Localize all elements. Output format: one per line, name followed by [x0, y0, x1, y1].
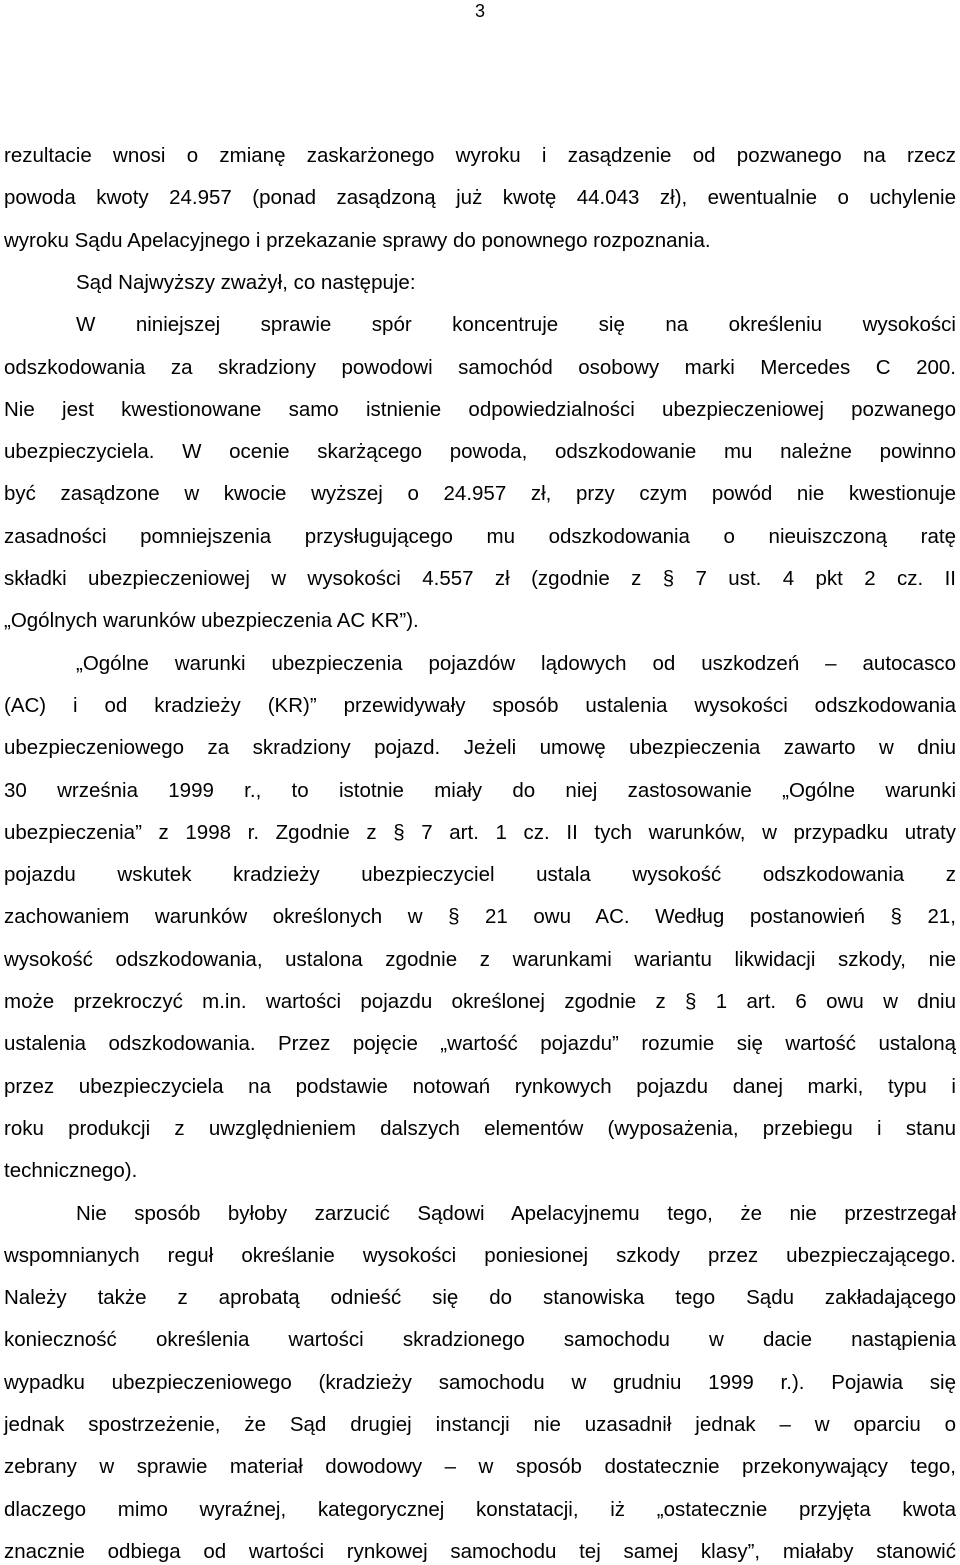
text-line: Nie sposób byłoby zarzucić Sądowi Apelacyjnemu tego, że nie przestrzegał — [76, 1201, 956, 1225]
text-line: może przekroczyć m.in. wartości pojazdu określonej zgodnie z § 1 art. 6 owu w dniu — [4, 990, 956, 1013]
page-number: 3 — [474, 1, 485, 21]
text-line: powoda kwoty 24.957 (ponad zasądzoną już kwotę 44.043 zł), ewentualnie o uchylenie — [4, 186, 956, 210]
text-line: Sąd Najwyższy zważył, co następuje: — [76, 270, 416, 294]
text-line: technicznego). — [4, 1159, 138, 1183]
text-line: W niniejszej sprawie spór koncentruje się na określeniu wysokości — [76, 313, 956, 337]
text-line: zebrany w sprawie materiał dowodowy – w sposób dostatecznie przekonywający tego, — [4, 1455, 956, 1479]
text-line: zasadności pomniejszenia przysługującego mu odszkodowania o nieuiszczoną ratę — [4, 524, 956, 548]
text-line: (AC) i od kradzieży (KR)” przewidywały sposób ustalenia wysokości odszkodowania — [4, 693, 956, 717]
text-line: wypadku ubezpieczeniowego (kradzieży samochodu w grudniu 1999 r.). Pojawia się — [4, 1370, 956, 1394]
text-line: przez ubezpieczyciela na podstawie notowań rynkowych pojazdu danej marki, typu i — [4, 1074, 956, 1098]
text-line: Nie jest kwestionowane samo istnienie odpowiedzialności ubezpieczeniowej pozwanego — [4, 397, 956, 421]
text-line: pojazdu wskutek kradzieży ubezpieczyciel ustala wysokość odszkodowania z — [4, 863, 956, 887]
text-line: składki ubezpieczeniowej w wysokości 4.557 zł (zgodnie z § 7 ust. 4 pkt 2 cz. II — [4, 567, 956, 590]
text-line: roku produkcji z uwzględnieniem dalszych elementów (wyposażenia, przebiegu i stanu — [4, 1116, 956, 1140]
text-line: 30 września 1999 r., to istotnie miały do niej zastosowanie „Ogólne warunki — [4, 778, 956, 802]
text-line: ubezpieczyciela. W ocenie skarżącego powoda, odszkodowanie mu należne powinno — [4, 440, 956, 464]
text-line: konieczność określenia wartości skradzionego samochodu w dacie nastąpienia — [4, 1328, 956, 1352]
text-line: wyroku Sądu Apelacyjnego i przekazanie sprawy do ponownego rozpoznania. — [4, 228, 711, 252]
text-line: znacznie odbiega od wartości rynkowej samochodu tej samej klasy”, miałaby stanowić — [4, 1539, 956, 1563]
text-line: wysokość odszkodowania, ustalona zgodnie z warunkami wariantu likwidacji szkody, nie — [4, 947, 956, 971]
text-line: Należy także z aprobatą odnieść się do stanowiska tego Sądu zakładającego — [4, 1286, 956, 1310]
text-line: jednak spostrzeżenie, że Sąd drugiej instancji nie uzasadnił jednak – w oparciu o — [4, 1413, 956, 1436]
text-line: odszkodowania za skradziony powodowi samochód osobowy marki Mercedes C 200. — [4, 355, 956, 379]
text-line: ubezpieczenia” z 1998 r. Zgodnie z § 7 art. 1 cz. II tych warunków, w przypadku utraty — [4, 820, 956, 844]
text-line: zachowaniem warunków określonych w § 21 owu AC. Według postanowień § 21, — [4, 905, 956, 929]
text-line: być zasądzone w kwocie wyższej o 24.957 zł, przy czym powód nie kwestionuje — [4, 482, 956, 506]
text-line: ubezpieczeniowego za skradziony pojazd. Jeżeli umowę ubezpieczenia zawarto w dniu — [4, 736, 956, 760]
text-line: dlaczego mimo wyraźnej, kategorycznej konstatacji, iż „ostatecznie przyjęta kwota — [4, 1497, 956, 1521]
text-line: wspomnianych reguł określanie wysokości poniesionej szkody przez ubezpieczającego. — [4, 1243, 956, 1267]
text-line: „Ogólnych warunków ubezpieczenia AC KR”). — [4, 609, 419, 633]
text-line: ustalenia odszkodowania. Przez pojęcie „wartość pojazdu” rozumie się wartość ustaloną — [4, 1032, 956, 1056]
text-line: rezultacie wnosi o zmianę zaskarżonego wyroku i zasądzenie od pozwanego na rzecz — [4, 144, 956, 167]
text-line: „Ogólne warunki ubezpieczenia pojazdów lądowych od uszkodzeń – autocasco — [76, 651, 956, 675]
